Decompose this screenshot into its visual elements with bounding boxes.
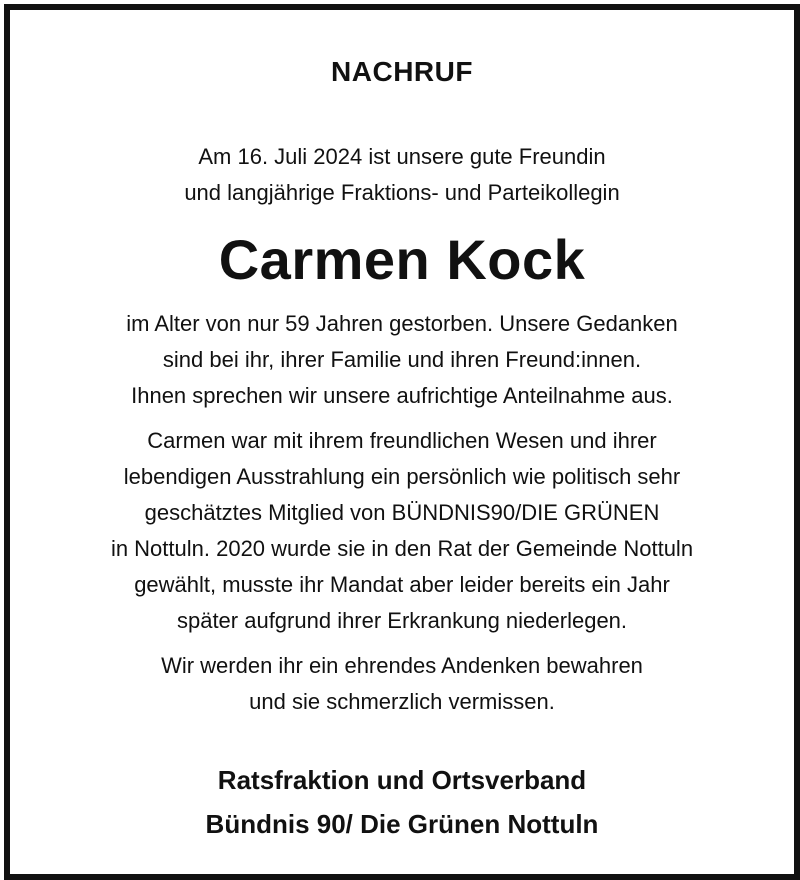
paragraph-line: Ihnen sprechen wir unsere aufrichtige Anteilnahme aus.	[131, 383, 673, 408]
paragraph-line: lebendigen Ausstrahlung ein persönlich wie politisch sehr	[123, 464, 681, 489]
paragraph-biography	[10, 423, 794, 639]
signature-line: Ratsfraktion und Ortsverband	[217, 765, 587, 795]
deceased-name: Carmen Kock	[218, 228, 586, 291]
obituary-frame	[4, 4, 800, 880]
paragraph-line: und sie schmerzlich vermissen.	[249, 689, 555, 714]
paragraph-remembrance	[10, 648, 794, 720]
paragraph-line: in Nottuln. 2020 wurde sie in den Rat der Gemeinde Nottuln	[110, 536, 694, 561]
intro-line: und langjährige Fraktions- und Parteikollegin	[184, 180, 620, 205]
intro-line: Am 16. Juli 2024 ist unsere gute Freundin	[198, 144, 606, 169]
obituary-title: NACHRUF	[331, 56, 473, 87]
signature-line: Bündnis 90/ Die Grünen Nottuln	[205, 809, 599, 839]
paragraph-line: später aufgrund ihrer Erkrankung niederlegen.	[176, 608, 628, 633]
paragraph-age	[10, 306, 794, 414]
paragraph-line: Wir werden ihr ein ehrendes Andenken bewahren	[161, 653, 643, 678]
obituary-content	[10, 10, 794, 874]
paragraph-line: im Alter von nur 59 Jahren gestorben. Unsere Gedanken	[126, 311, 678, 336]
paragraph-line: Carmen war mit ihrem freundlichen Wesen und ihrer	[147, 428, 657, 453]
paragraph-line: geschätztes Mitglied von BÜNDNIS90/DIE GRÜNEN	[144, 500, 660, 525]
signature-block	[10, 758, 794, 846]
paragraph-line: gewählt, musste ihr Mandat aber leider bereits ein Jahr	[134, 572, 670, 597]
intro-paragraph	[10, 139, 794, 211]
paragraph-line: sind bei ihr, ihrer Familie und ihren Freund:innen.	[162, 347, 642, 372]
